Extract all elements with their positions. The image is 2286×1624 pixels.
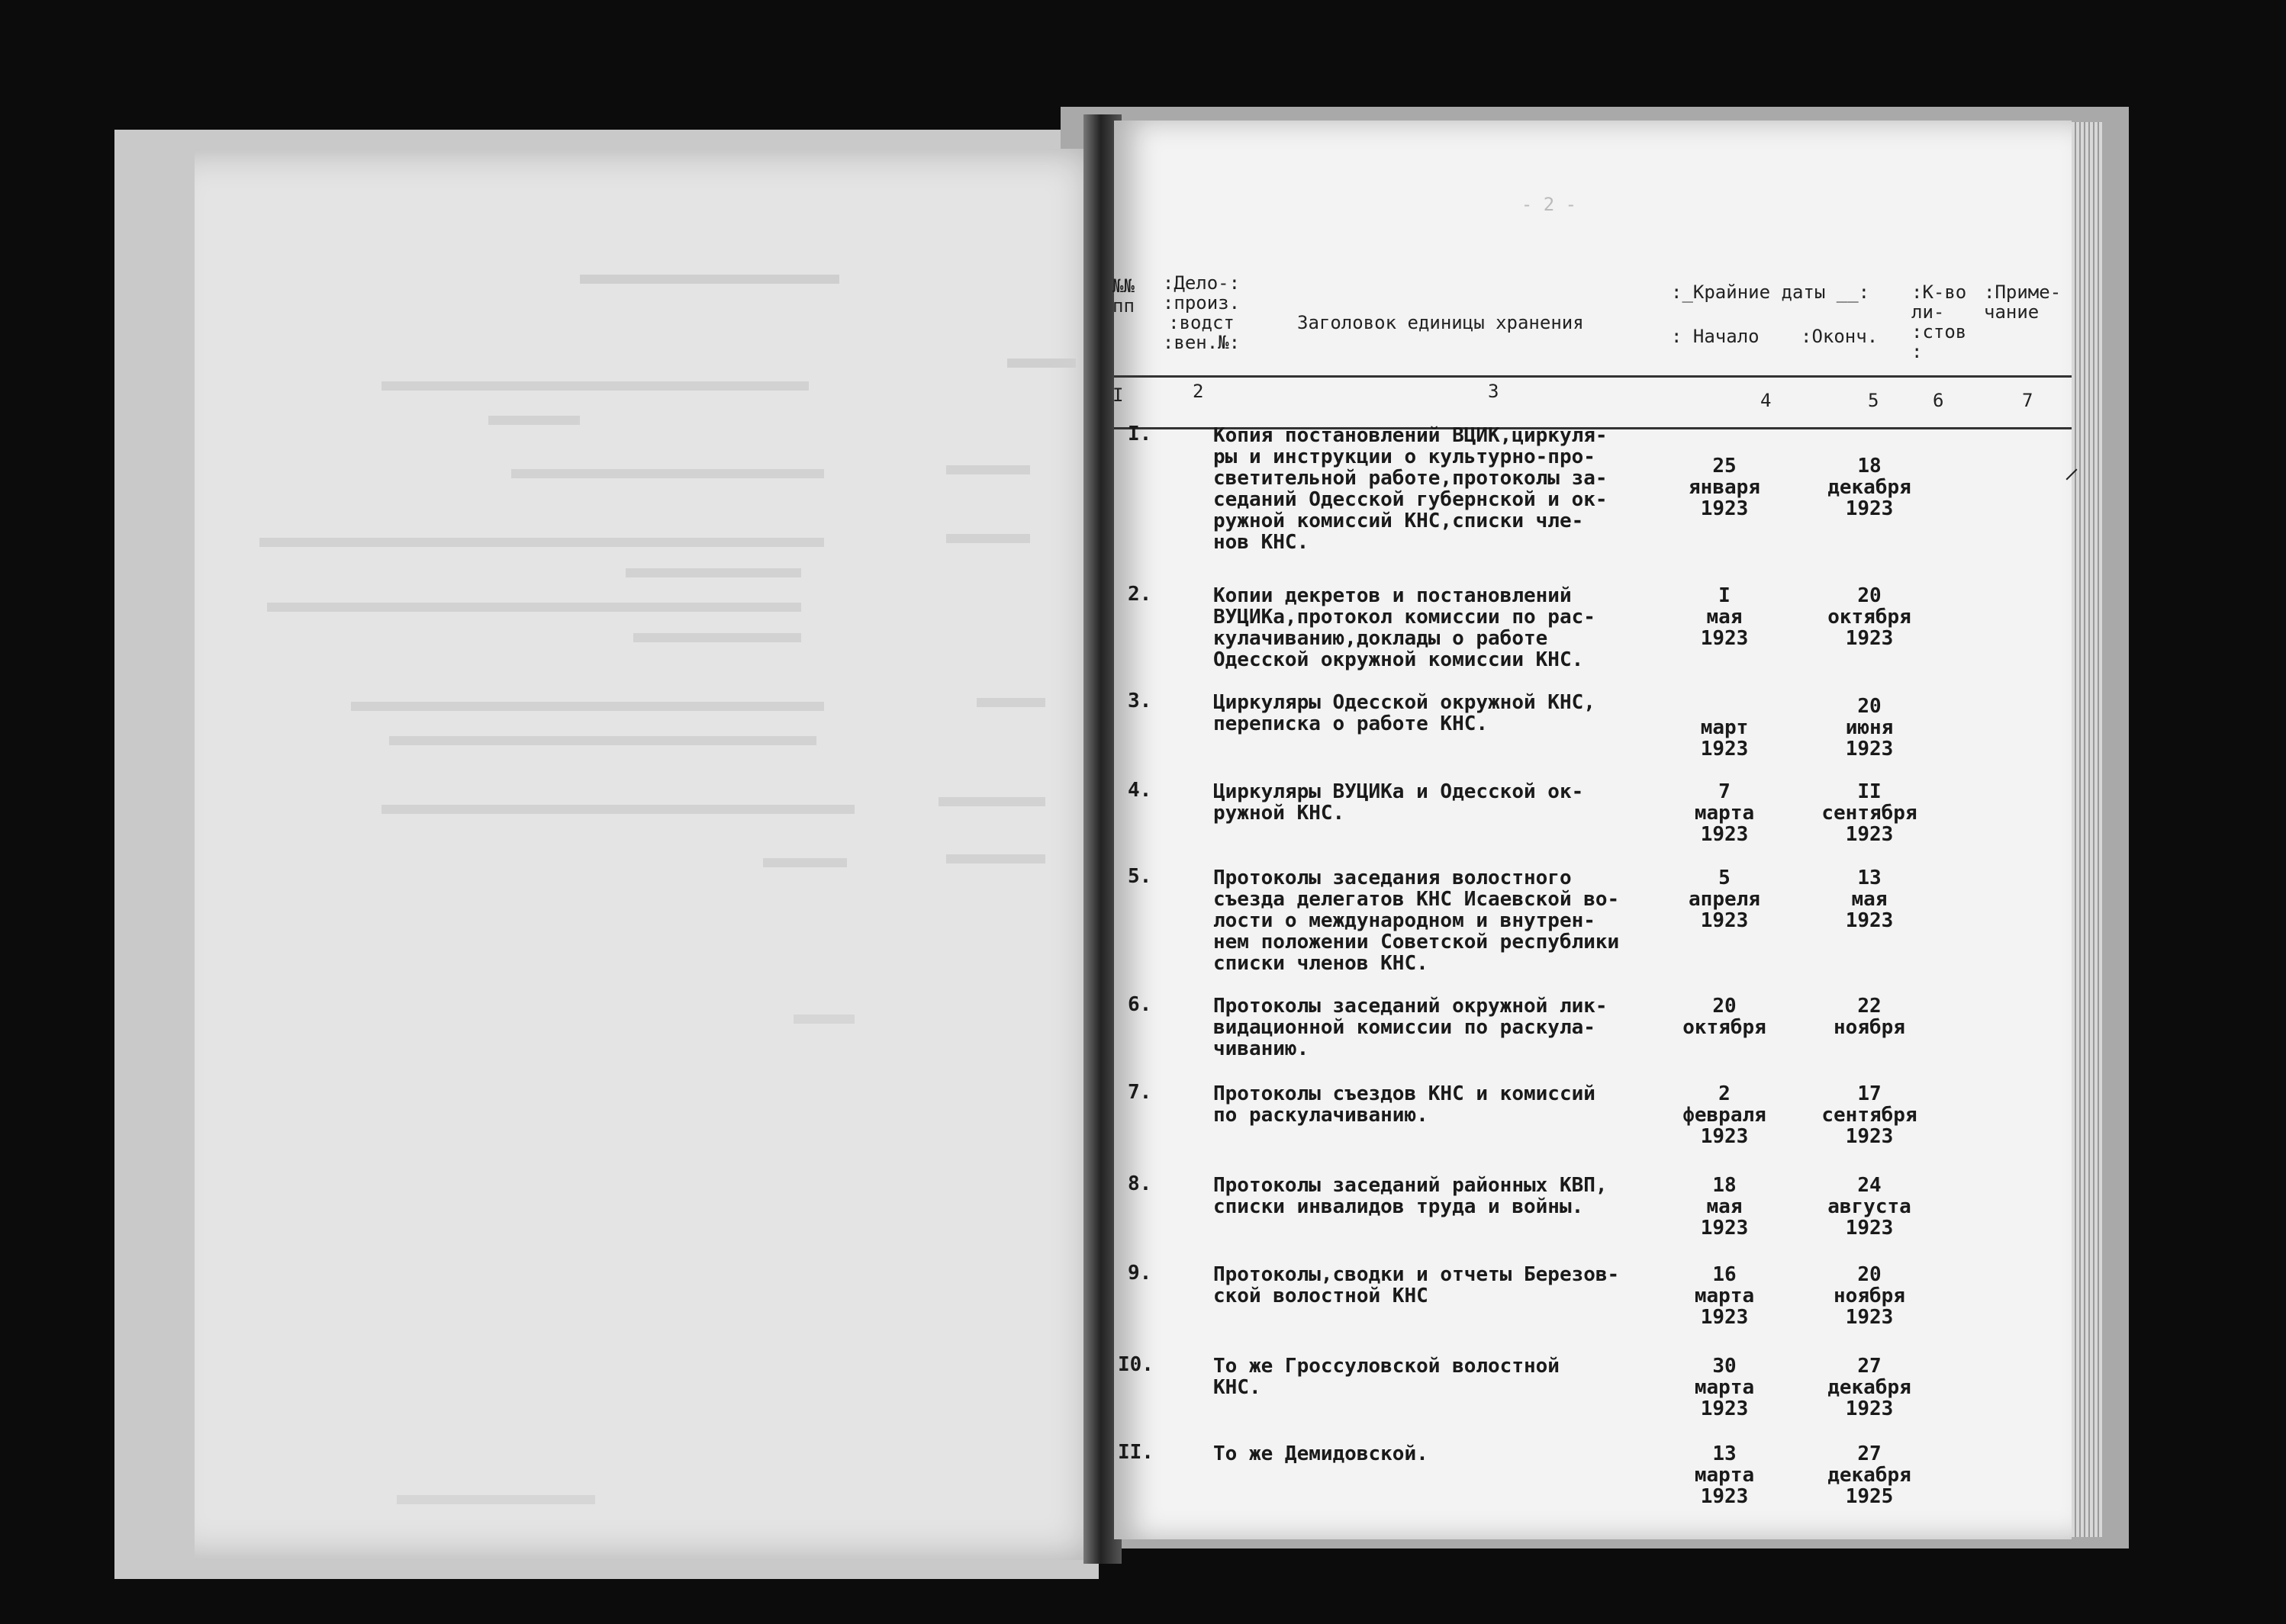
- row-start-date: 5 апреля 1923: [1689, 867, 1760, 932]
- header-col-number: №№ пп: [1112, 275, 1135, 317]
- header-col-sheets: :К-во ли- :стов :: [1911, 281, 1967, 362]
- row-title: Циркуляры Одесской окружной КНС, переписка о работе КНС.: [1213, 691, 1595, 735]
- row-end-date: II сентября 1923: [1821, 780, 1917, 846]
- row-number: 7.: [1128, 1081, 1152, 1104]
- row-start-date: 18 мая 1923: [1700, 1174, 1749, 1240]
- row-title: Протоколы,сводки и отчеты Березов- ской волостной КНС: [1213, 1263, 1620, 1307]
- header-divider: [1114, 375, 2072, 378]
- row-title: Копии декретов и постановлений ВУЦИКа,протокол комиссии по рас- кулачиванию,доклады о работе Одесской окружной комиссии КНС.: [1213, 584, 1595, 671]
- row-end-date: 13 мая 1923: [1845, 867, 1894, 932]
- row-end-date: 24 августа 1923: [1827, 1174, 1911, 1240]
- row-end-date: 20 июня 1923: [1845, 695, 1894, 761]
- row-title: Протоколы заседаний районных КВП, списки инвалидов труда и войны.: [1213, 1174, 1608, 1218]
- page-number: - 2 -: [1521, 194, 1577, 215]
- row-title: Протоколы съездов КНС и комиссий по раскулачиванию.: [1213, 1082, 1595, 1127]
- row-number: 2.: [1128, 583, 1152, 606]
- row-start-date: 30 марта 1923: [1694, 1355, 1755, 1420]
- row-end-date: 27 декабря 1923: [1827, 1355, 1911, 1420]
- row-number: II.: [1118, 1441, 1154, 1464]
- row-number: I0.: [1118, 1353, 1154, 1376]
- row-number: 3.: [1128, 690, 1152, 712]
- row-title: То же Гроссуловской волостной КНС.: [1213, 1355, 1560, 1399]
- header-col-title: Заголовок единицы хранения: [1297, 312, 1584, 333]
- row-start-date: 25 января 1923: [1689, 455, 1760, 520]
- header-col-notes: :Приме- чание: [1984, 281, 2062, 323]
- row-number: 8.: [1128, 1172, 1152, 1195]
- row-start-date: 13 марта 1923: [1694, 1442, 1755, 1508]
- row-title: Циркуляры ВУЦИКа и Одесской ок- ружной КНС.: [1213, 780, 1584, 825]
- row-number: 6.: [1128, 993, 1152, 1016]
- row-number: 5.: [1128, 865, 1152, 888]
- header-col-start: : Начало: [1671, 326, 1760, 347]
- colnum: 5: [1868, 390, 1879, 411]
- row-end-date: 20 ноября 1923: [1834, 1263, 1905, 1329]
- colnum: I: [1112, 384, 1124, 406]
- row-end-date: 20 октября 1923: [1827, 584, 1911, 650]
- row-end-date: 17 сентября 1923: [1821, 1082, 1917, 1148]
- row-number: 9.: [1128, 1262, 1152, 1285]
- row-start-date: 16 марта 1923: [1694, 1263, 1755, 1329]
- colnum: 7: [2022, 390, 2033, 411]
- row-number: I.: [1128, 423, 1152, 445]
- header-col-end: :Оконч.: [1801, 326, 1879, 347]
- page-edges: [2072, 122, 2102, 1537]
- row-start-date: март 1923: [1700, 716, 1749, 761]
- row-start-date: 20 октября: [1682, 995, 1766, 1039]
- row-end-date: 27 декабря 1925: [1827, 1442, 1911, 1508]
- row-end-date: 22 ноября: [1834, 995, 1905, 1039]
- row-title: Копия постановлений ВЦИК,циркуля- ры и инструкции о культурно-про- светительной работе,протоколы за- седаний Одесской губернской и ок- ружной комиссий КНС,списки чле- нов КНС.: [1213, 424, 1608, 554]
- row-start-date: I мая 1923: [1700, 584, 1749, 650]
- header-col-case-number: :Дело-: :произ. :водст :вен.№:: [1162, 272, 1241, 353]
- colnum: 3: [1488, 381, 1499, 402]
- colnum: 4: [1760, 390, 1772, 411]
- row-number: 4.: [1128, 779, 1152, 802]
- row-start-date: 2 февраля 1923: [1682, 1082, 1766, 1148]
- row-title: Протоколы заседаний окружной лик- видационной комиссии по раскула- чиванию.: [1213, 995, 1608, 1060]
- pencil-mark-icon: ⸍: [2064, 463, 2079, 498]
- colnum: 2: [1193, 381, 1204, 402]
- row-end-date: 18 декабря 1923: [1827, 455, 1911, 520]
- row-title: То же Демидовской.: [1213, 1442, 1428, 1465]
- row-title: Протоколы заседания волостного съезда делегатов КНС Исаевской во- лости о международном и внутрен- нем положении Советской республики списки членов КНС.: [1213, 867, 1620, 975]
- header-extreme-dates: :_Крайние даты __:: [1671, 281, 1870, 303]
- row-start-date: 7 марта 1923: [1694, 780, 1755, 846]
- colnum: 6: [1933, 390, 1944, 411]
